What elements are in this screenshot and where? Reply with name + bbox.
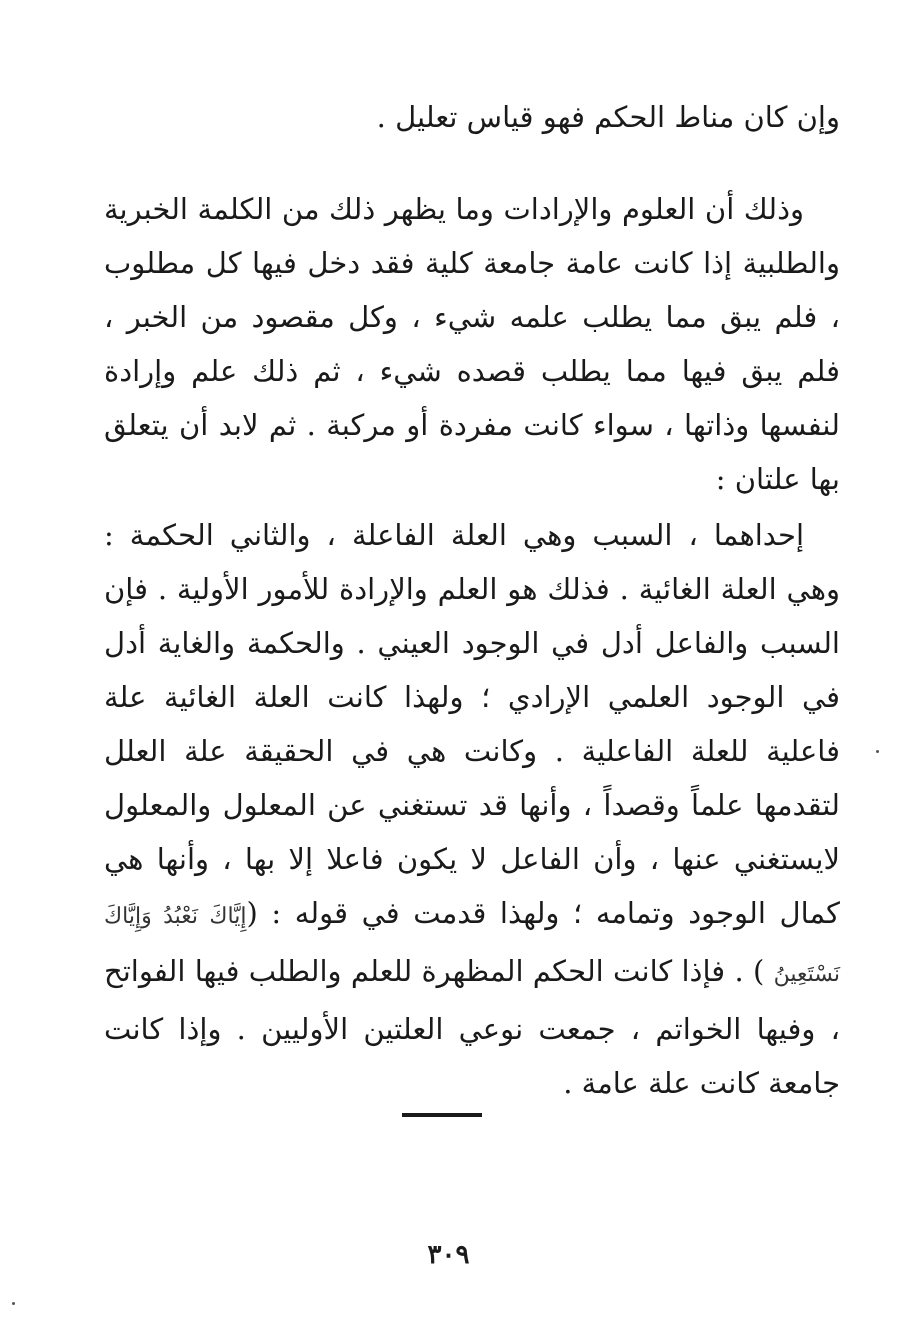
margin-speck — [876, 750, 879, 753]
paragraph-3-text-before-quote: إحداهما ، السبب وهي العلة الفاعلة ، والثاني الحكمة : وهي العلة الغائية . فذلك هو العلم والإرادة للأمور الأولية . فإن السبب والفاعل أدل في الوجود العيني . والحكمة والغاية أدل في الوجود العلمي الإرادي ؛ ولهذا كانت العلة الغائية علة فاعلية للعلة الفاعلية . وكانت هي في الحقيقة علة العلل لتقدمها علماً وقصداً ، وأنها قد تستغني عن المعلول والمعلول لايستغني عنها ، وأن الفاعل لا يكون فاعلا إلا بها ، وأنها هي كمال الوجود وتمامه ؛ ولهذا قدمت في قوله : ( — [104, 518, 840, 930]
paragraph-1 — [104, 90, 840, 144]
margin-speck — [12, 1302, 15, 1305]
paragraph-3-text-after-quote: ) . فإذا كانت الحكم المظهرة للعلم والطلب فيها الفواتح ، وفيها الخواتم ، جمعت نوعي العلتين الأوليين . وإذا كانت جامعة كانت علة عامة . — [104, 954, 840, 1100]
section-divider — [402, 1113, 482, 1117]
paragraph-2-text: وذلك أن العلوم والإرادات وما يظهر ذلك من الكلمة الخبرية والطلبية إذا كانت عامة جامعة كلية فقد دخل فيها كل مطلوب ، فلم يبق مما يطلب علمه شيء ، وكل مقصود من الخبر ، فلم يبق فيها مما يطلب قصده شيء ، ثم ذلك علم وإرادة لنفسها وذاتها ، سواء كانت مفردة أو مركبة . ثم لابد أن يتعلق بها علتان : — [104, 192, 840, 496]
paragraph-3 — [104, 508, 840, 1110]
paragraph-1-text: وإن كان مناط الحكم فهو قياس تعليل . — [376, 100, 840, 134]
quran-verse: إِيَّاكَ نَعْبُدُ وَإِيَّاكَ نَسْتَعِينُ — [104, 904, 840, 987]
page-number: ٣٠٩ — [427, 1240, 470, 1270]
paragraph-2 — [104, 182, 840, 506]
